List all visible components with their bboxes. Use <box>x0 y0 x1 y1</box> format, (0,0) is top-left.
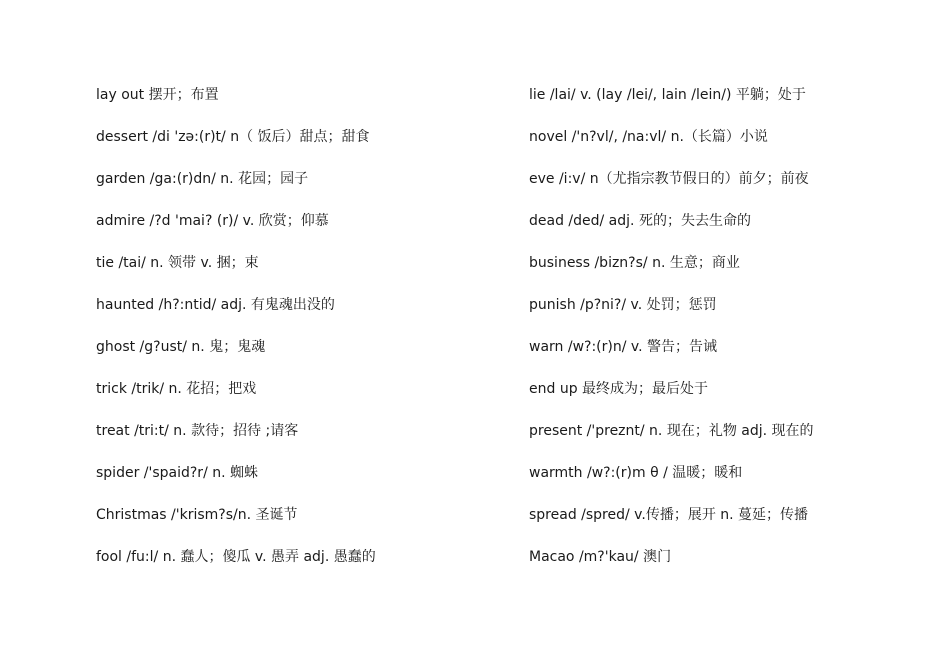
vocab-entry: spread /spred/ v.传播；展开 n. 蔓延；传播 <box>529 507 809 523</box>
vocab-entry: end up 最终成为；最后处于 <box>529 381 709 397</box>
vocab-entry: garden /ga:(r)dn/ n. 花园；园子 <box>96 171 309 187</box>
vocab-entry: dead /ded/ adj. 死的；失去生命的 <box>529 213 751 229</box>
vocab-entry: warmth /w?:(r)m θ / 温暖；暖和 <box>529 465 743 481</box>
vocab-entry: haunted /h?:ntid/ adj. 有鬼魂出没的 <box>96 297 335 313</box>
vocab-entry: eve /i:v/ n（尤指宗教节假日的）前夕；前夜 <box>529 171 809 187</box>
vocab-entry: warn /w?:(r)n/ v. 警告；告诫 <box>529 339 717 355</box>
vocab-entry: lay out 摆开；布置 <box>96 87 219 103</box>
vocab-entry: ghost /g?ust/ n. 鬼；鬼魂 <box>96 339 266 355</box>
vocab-entry: business /bizn?s/ n. 生意；商业 <box>529 255 740 271</box>
vocab-entry: tie /tai/ n. 领带 v. 捆；束 <box>96 255 259 271</box>
vocab-entry: admire /?d 'mai? (r)/ v. 欣赏；仰慕 <box>96 213 329 229</box>
vocab-entry: punish /p?ni?/ v. 处罚；惩罚 <box>529 297 717 313</box>
vocab-entry: present /'preznt/ n. 现在；礼物 adj. 现在的 <box>529 423 814 439</box>
vocab-entry: novel /'n?vl/, /na:vl/ n.（长篇）小说 <box>529 129 768 145</box>
vocabulary-column-right <box>529 82 929 586</box>
vocab-entry: lie /lai/ v. (lay /lei/, lain /lein/) 平躺；处于 <box>529 87 806 103</box>
vocab-entry: spider /'spaid?r/ n. 蜘蛛 <box>96 465 259 481</box>
vocab-entry: Christmas /'krism?s/n. 圣诞节 <box>96 507 298 523</box>
vocabulary-column-left <box>96 82 496 586</box>
vocab-entry: treat /tri:t/ n. 款待；招待 ;请客 <box>96 423 299 439</box>
vocab-entry: dessert /di 'zə:(r)t/ n（ 饭后）甜点；甜食 <box>96 129 370 145</box>
vocab-entry: Macao /m?'kau/ 澳门 <box>529 549 672 565</box>
vocab-entry: trick /trik/ n. 花招；把戏 <box>96 381 257 397</box>
vocab-entry: fool /fu:l/ n. 蠢人；傻瓜 v. 愚弄 adj. 愚蠢的 <box>96 549 376 565</box>
